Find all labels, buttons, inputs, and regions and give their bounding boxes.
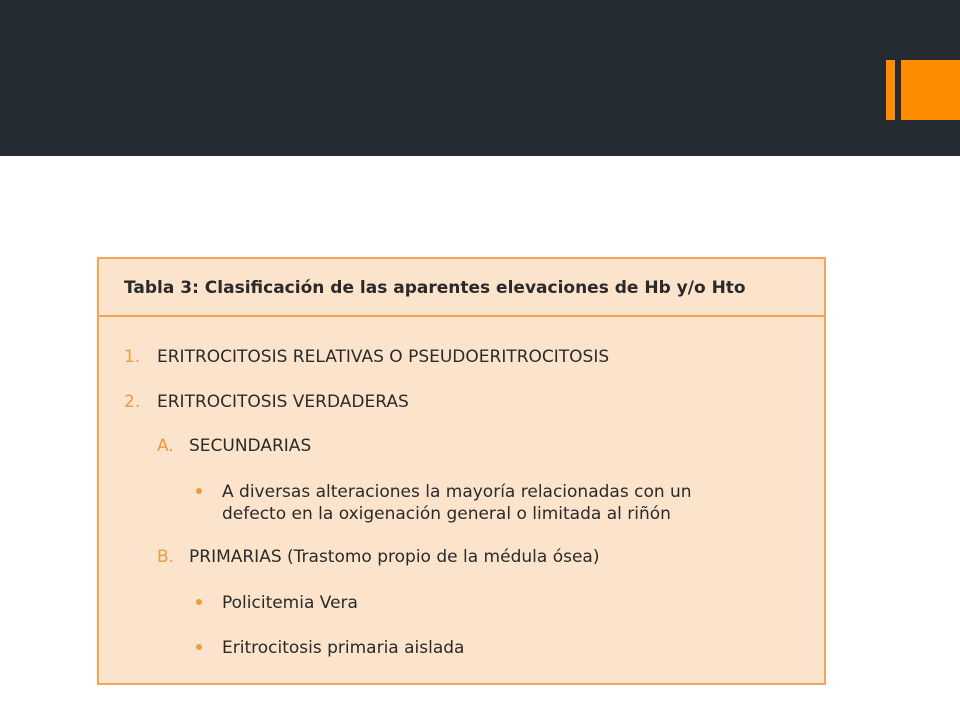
accent-block <box>901 60 960 120</box>
header-bar <box>0 0 960 156</box>
bullet-text: Eritrocitosis primaria aislada <box>222 638 465 658</box>
item-number: 2. <box>124 392 141 412</box>
sub-item-secundarias <box>157 435 311 457</box>
sub-item-primarias <box>157 546 599 568</box>
list-item <box>124 346 609 368</box>
item-text: ERITROCITOSIS RELATIVAS O PSEUDOERITROCITOSIS <box>157 347 610 367</box>
bullet-icon <box>196 488 202 494</box>
item-number: 1. <box>124 347 141 367</box>
classification-table <box>97 257 826 685</box>
sub-item-label: PRIMARIAS (Trastomo propio de la médula ósea) <box>189 547 600 567</box>
item-text: ERITROCITOSIS VERDADERAS <box>157 392 409 412</box>
bullet-icon <box>196 599 202 605</box>
sub-item-letter: B. <box>157 547 175 567</box>
bullet-icon <box>196 644 202 650</box>
bullet-text: Policitemia Vera <box>222 593 358 613</box>
list-item <box>124 391 409 413</box>
bullet-line: A diversas alteraciones la mayoría relacionadas con un <box>222 482 692 502</box>
bullet-line: defecto en la oxigenación general o limitada al riñón <box>222 504 671 524</box>
sub-item-label: SECUNDARIAS <box>189 436 312 456</box>
accent-stripe <box>886 60 895 120</box>
sub-item-letter: A. <box>157 436 174 456</box>
table-title: Tabla 3: Clasificación de las aparentes elevaciones de Hb y/o Hto <box>99 259 824 317</box>
